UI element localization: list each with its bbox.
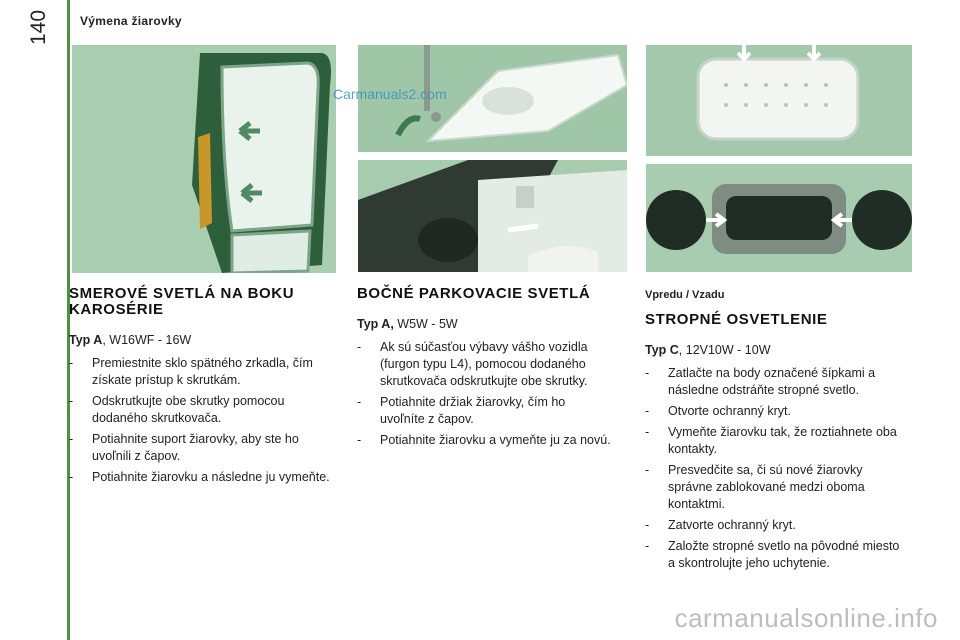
bulb-type: Typ C, 12V10W - 10W: [645, 343, 771, 357]
steps-list: [357, 339, 612, 449]
bulb-type: Typ A, W16WF - 16W: [69, 333, 192, 347]
steps-list: [645, 365, 907, 572]
section-side-turn-lights: [69, 286, 341, 490]
list-item: - Založte stropné svetlo na pôvodné miesto a skontrolujte jeho uchytenie.: [645, 538, 907, 572]
list-item: - Otvorte ochranný kryt.: [645, 403, 907, 420]
ceiling-light-top-icon: [646, 45, 912, 156]
footer-watermark: carmanualsonline.info: [674, 603, 938, 633]
list-item: - Potiahnite žiarovku a následne ju vymeňte.: [69, 469, 341, 486]
list-item: - Premiestnite sklo spätného zrkadla, čím získate prístup k skrutkám.: [69, 355, 341, 389]
mirror-illustration-icon: [72, 45, 336, 273]
section-title: STROPNÉ OSVETLENIE: [645, 311, 828, 328]
ceiling-light-side-icon: [646, 164, 912, 272]
section-subhead: Vpredu / Vzadu: [645, 289, 725, 301]
list-item: - Zatvorte ochranný kryt.: [645, 517, 907, 534]
watermark-text: Carmanuals2.com: [333, 86, 447, 102]
bulb-type: Typ A, W5W - 5W: [357, 317, 458, 331]
steps-list: [69, 355, 341, 486]
list-item: - Potiahnite suport žiarovky, aby ste ho uvoľnili z čapov.: [69, 431, 341, 465]
list-item: - Potiahnite držiak žiarovky, čím ho uvoľníte z čapov.: [357, 394, 612, 428]
list-item: - Potiahnite žiarovku a vymeňte ju za novú.: [357, 432, 612, 449]
page-number: 140: [27, 9, 50, 45]
list-item: - Odskrutkujte obe skrutky pomocou dodaného skrutkovača.: [69, 393, 341, 427]
side-light-bulb-icon: [358, 160, 627, 272]
list-item: - Ak sú súčasťou výbavy vášho vozidla (furgon typu L4), pomocou dodaného skrutkovača odskrutkujte obe skrutky.: [357, 339, 612, 390]
section-title: BOČNÉ PARKOVACIE SVETLÁ: [357, 285, 591, 302]
page-header: Výmena žiarovky: [80, 14, 182, 28]
list-item: - Vymeňte žiarovku tak, že roztiahnete oba kontakty.: [645, 424, 907, 458]
list-item: - Presvedčite sa, či sú nové žiarovky správne zablokované medzi oboma kontaktmi.: [645, 462, 907, 513]
section-ceiling-light: [645, 287, 907, 576]
section-side-parking-lights: [357, 286, 612, 453]
section-title: SMEROVÉ SVETLÁ NA BOKU KAROSÉRIE: [69, 285, 295, 318]
list-item: - Zatlačte na body označené šípkami a následne odstráňte stropné svetlo.: [645, 365, 907, 399]
